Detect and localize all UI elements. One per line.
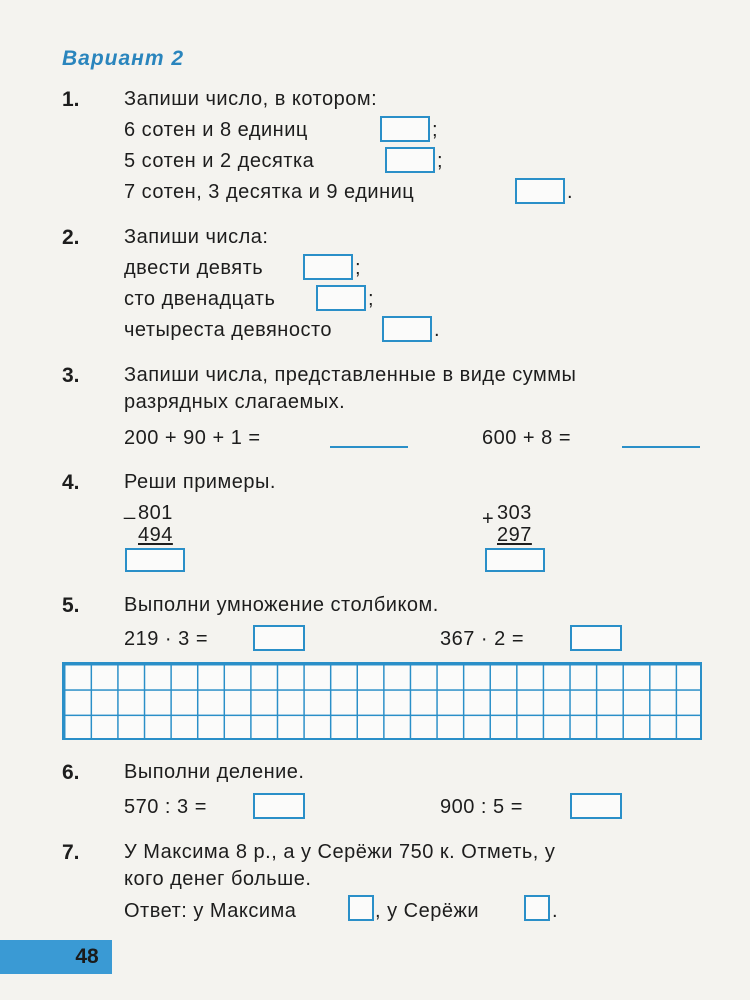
task-2-line-1: двести девять: [124, 257, 264, 279]
answer-line-3-2[interactable]: [622, 446, 700, 448]
task-3-number: 3.: [62, 364, 80, 387]
task-7-number: 7.: [62, 841, 80, 864]
answer-box-5-2[interactable]: [570, 625, 622, 651]
variant-title: Вариант 2: [62, 47, 185, 70]
task-1-number: 1.: [62, 88, 80, 111]
task-1-line-1: 6 сотен и 8 единиц: [124, 119, 308, 141]
task-3-intro-2: разрядных слагаемых.: [124, 391, 346, 413]
answer-box-1-3[interactable]: [515, 178, 565, 204]
ex1-top: 801: [138, 502, 173, 524]
calculation-grid[interactable]: [62, 662, 702, 740]
ex2-top: 303: [497, 502, 532, 524]
punct: ;: [368, 288, 375, 310]
task-1-line-2: 5 сотен и 2 десятка: [124, 150, 315, 172]
answer-box-1-1[interactable]: [380, 116, 430, 142]
answer-box-4-2[interactable]: [485, 548, 545, 572]
task-2-intro: Запиши числа:: [124, 226, 269, 248]
ex2-bottom: 297: [497, 524, 532, 546]
answer-box-6-1[interactable]: [253, 793, 305, 819]
answer-box-2-3[interactable]: [382, 316, 432, 342]
task-7-answer-label: Ответ: у Максима: [124, 900, 297, 922]
task-5-intro: Выполни умножение столбиком.: [124, 594, 439, 616]
task-6-number: 6.: [62, 761, 80, 784]
task-1-line-3: 7 сотен, 3 десятка и 9 единиц: [124, 181, 415, 203]
answer-box-6-2[interactable]: [570, 793, 622, 819]
task-3-expr-2: 600 + 8 =: [482, 427, 572, 449]
ex1-bottom: 494: [138, 524, 173, 546]
punct: .: [552, 900, 559, 922]
task-5-number: 5.: [62, 594, 80, 617]
task-2-number: 2.: [62, 226, 80, 249]
punct: .: [567, 181, 574, 203]
answer-box-2-1[interactable]: [303, 254, 353, 280]
task-2-line-3: четыреста девяносто: [124, 319, 333, 341]
plus-sign: +: [482, 508, 495, 530]
task-2-line-2: сто двенадцать: [124, 288, 276, 310]
punct: .: [434, 319, 441, 341]
task-7-line-1: У Максима 8 р., а у Серёжи 750 к. Отметь, у: [124, 841, 556, 863]
task-7-line-2: кого денег больше.: [124, 868, 312, 890]
task-5-expr-2: 367 · 2 =: [440, 628, 525, 650]
punct: ;: [432, 119, 439, 141]
checkbox-maksim[interactable]: [348, 895, 374, 921]
task-7-separator: , у Серёжи: [375, 900, 480, 922]
answer-box-2-2[interactable]: [316, 285, 366, 311]
task-6-expr-1: 570 : 3 =: [124, 796, 207, 818]
punct: ;: [355, 257, 362, 279]
task-6-intro: Выполни деление.: [124, 761, 305, 783]
answer-box-1-2[interactable]: [385, 147, 435, 173]
checkbox-seryozha[interactable]: [524, 895, 550, 921]
task-5-expr-1: 219 · 3 =: [124, 628, 209, 650]
task-3-expr-1: 200 + 90 + 1 =: [124, 427, 261, 449]
task-6-expr-2: 900 : 5 =: [440, 796, 523, 818]
task-1-intro: Запиши число, в котором:: [124, 88, 378, 110]
page-number: 48: [75, 945, 99, 968]
task-4-intro: Реши примеры.: [124, 471, 276, 493]
answer-box-4-1[interactable]: [125, 548, 185, 572]
task-4-number: 4.: [62, 471, 80, 494]
answer-box-5-1[interactable]: [253, 625, 305, 651]
task-3-intro-1: Запиши числа, представленные в виде суммы: [124, 364, 577, 386]
answer-line-3-1[interactable]: [330, 446, 408, 448]
minus-sign: _: [124, 498, 136, 520]
punct: ;: [437, 150, 444, 172]
